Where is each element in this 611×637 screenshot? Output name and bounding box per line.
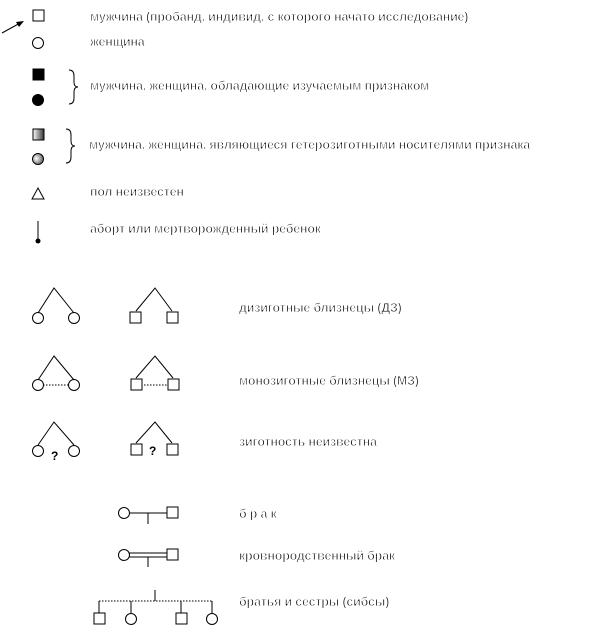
carrier-female-icon xyxy=(33,154,44,165)
label-female: женщина xyxy=(90,35,145,49)
proband-arrow-icon xyxy=(16,21,24,27)
triangle-icon xyxy=(32,188,44,199)
question-mark-icon: ? xyxy=(51,449,59,463)
affected-female-icon xyxy=(33,95,44,106)
abortion-symbol xyxy=(36,221,41,244)
label-abortion: аборт или мертворожденный ребенок xyxy=(90,222,321,236)
marriage-symbol xyxy=(119,507,179,524)
unknown-zygosity-male xyxy=(131,422,178,458)
consanguineous-marriage-symbol xyxy=(119,549,179,567)
label-dizygotic: дизиготные близнецы (ДЗ) xyxy=(239,301,402,315)
monozygotic-twins-female xyxy=(33,356,80,391)
label-carriers: мужчина, женщина, являющиеся гетерозиготными носителями признака xyxy=(89,138,531,152)
label-consanguineous: кровнородственный брак xyxy=(239,549,395,563)
dizygotic-twins-male xyxy=(130,288,178,323)
brace-icon xyxy=(69,70,78,104)
carrier-male-icon xyxy=(33,129,44,140)
affected-male-icon xyxy=(33,69,44,80)
female-circle-icon xyxy=(33,38,44,49)
monozygotic-twins-male xyxy=(131,356,179,390)
label-zygosity-unknown: зиготность неизвестна xyxy=(239,435,377,449)
unknown-zygosity-female xyxy=(33,422,80,463)
dizygotic-twins-female xyxy=(33,288,80,324)
label-marriage: б р а к xyxy=(239,507,277,521)
siblings-symbol xyxy=(94,590,218,625)
label-siblings: братья и сестры (сибсы) xyxy=(239,595,390,609)
label-sex-unknown: пол неизвестен xyxy=(90,185,184,199)
question-mark-icon: ? xyxy=(149,444,157,458)
brace-icon xyxy=(66,129,75,163)
proband-male-symbol xyxy=(2,10,44,33)
label-proband-male: мужчина (пробанд, индивид, с которого начато исследование) xyxy=(90,10,469,24)
label-monozygotic: монозиготные близнецы (МЗ) xyxy=(239,374,419,388)
male-square-icon xyxy=(33,10,44,21)
label-affected: мужчина, женщина, обладающие изучаемым признаком xyxy=(90,79,430,93)
